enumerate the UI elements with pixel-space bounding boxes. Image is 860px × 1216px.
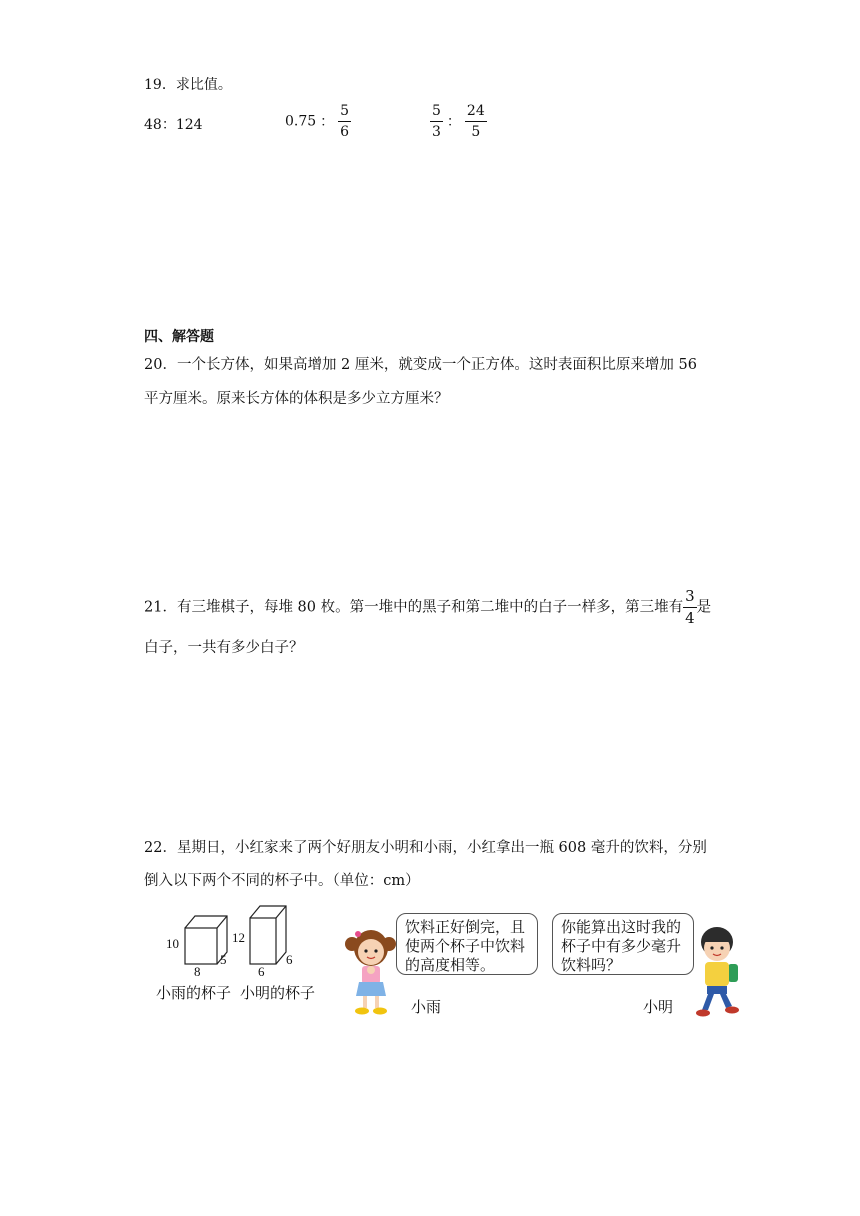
cup1-length: 8 bbox=[194, 964, 201, 979]
section-heading: 四、解答题 bbox=[144, 329, 214, 345]
fraction-numerator: 24 bbox=[465, 104, 487, 122]
fraction bbox=[338, 104, 351, 139]
q19-item1: 48：124 bbox=[144, 117, 203, 133]
cup2-length: 6 bbox=[258, 964, 265, 979]
fraction-denominator: 6 bbox=[340, 124, 350, 140]
cup1-width: 5 bbox=[220, 952, 227, 967]
fraction bbox=[465, 104, 487, 139]
q19-title: 19．求比值。 bbox=[144, 77, 232, 93]
q19-item3 bbox=[430, 104, 487, 139]
bubble-line: 饮料正好倒完，且 bbox=[405, 918, 526, 936]
q20-line1: 20．一个长方体，如果高增加 2 厘米，就变成一个正方体。这时表面积比原来增加 56 bbox=[144, 357, 697, 373]
fraction bbox=[430, 104, 443, 139]
girl-illustration bbox=[342, 920, 402, 1020]
girl-speech-bubble bbox=[396, 913, 538, 975]
cup1-height: 10 bbox=[166, 936, 179, 951]
cup2-caption: 小明的杯子 bbox=[240, 984, 316, 1002]
bubble-line: 你能算出这时我的 bbox=[561, 918, 682, 936]
girl-figure bbox=[342, 920, 402, 1020]
q22-line2: 倒入以下两个不同的杯子中。（单位：cm） bbox=[144, 873, 420, 889]
bubble-line: 使两个杯子中饮料 bbox=[405, 937, 526, 955]
cup2-width: 6 bbox=[286, 952, 293, 967]
q21-text: 21．有三堆棋子，每堆 80 枚。第一堆中的黑子和第二堆中的白子一样多，第三堆有 bbox=[144, 599, 684, 616]
q20-line2: 平方厘米。原来长方体的体积是多少立方厘米？ bbox=[144, 391, 449, 407]
q21-line1 bbox=[144, 589, 711, 626]
girl-name: 小雨 bbox=[411, 998, 442, 1016]
q19-item2 bbox=[285, 104, 351, 139]
q22-line1: 22．星期日，小红家来了两个好朋友小明和小雨，小红拿出一瓶 608 毫升的饮料，分别 bbox=[144, 840, 707, 856]
fraction-denominator: 3 bbox=[432, 124, 441, 140]
fraction-numerator: 3 bbox=[683, 589, 697, 608]
fraction bbox=[683, 589, 697, 626]
ratio-colon: ： bbox=[446, 113, 461, 130]
cup2-height: 12 bbox=[232, 930, 245, 945]
q21-line2: 白子，一共有多少白子？ bbox=[144, 640, 304, 656]
q21-text-tail: 是 bbox=[696, 599, 712, 616]
fraction-numerator: 5 bbox=[338, 104, 351, 122]
bubble-line: 的高度相等。 bbox=[405, 956, 496, 974]
ratio-colon: ： bbox=[320, 113, 335, 130]
q19-item2-lead: 0.75 bbox=[285, 113, 317, 130]
cup2-box bbox=[250, 906, 286, 964]
boy-speech-bubble bbox=[552, 913, 694, 975]
fraction-numerator: 5 bbox=[430, 104, 443, 122]
cup1-caption: 小雨的杯子 bbox=[156, 984, 232, 1002]
boy-figure bbox=[692, 922, 742, 1022]
boy-name: 小明 bbox=[643, 998, 674, 1016]
fraction-denominator: 5 bbox=[471, 124, 481, 140]
bubble-line: 杯子中有多少毫升 bbox=[561, 937, 682, 955]
bubble-line: 饮料吗？ bbox=[561, 956, 622, 974]
boy-illustration bbox=[692, 922, 742, 1022]
fraction-denominator: 4 bbox=[685, 609, 695, 627]
